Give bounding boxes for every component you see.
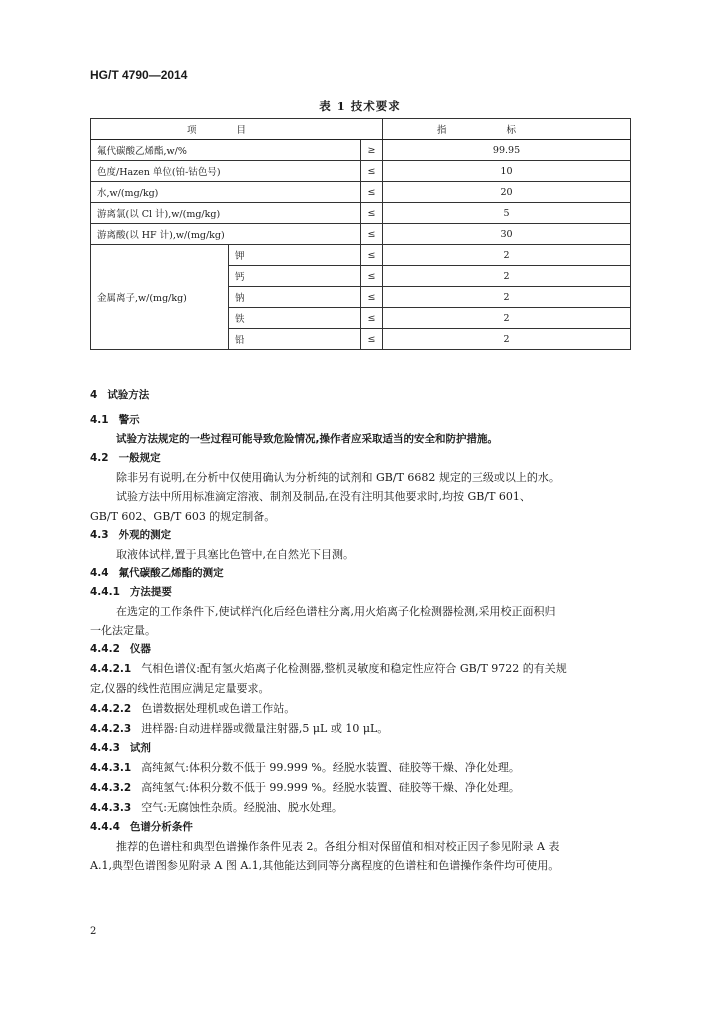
section-heading: [90, 739, 642, 758]
table-row: [91, 182, 631, 203]
row-item: 色度/Hazen 单位(铂-钴色号): [91, 161, 361, 182]
section-heading: [90, 411, 642, 430]
item-number: 4.4.2.3: [90, 722, 132, 735]
row-value: 99.95: [383, 140, 631, 161]
row-value: 2: [383, 266, 631, 287]
paragraph-line: 试验方法中所用标准滴定溶液、制剂及制品,在没有注明其他要求时,均按 GB/T 601、: [116, 490, 531, 504]
section-title: 试剂: [129, 741, 151, 754]
metal-name: 钾: [229, 245, 361, 266]
list-item: [90, 719, 642, 739]
paragraph-line: 在选定的工作条件下,使试样汽化后经色谱柱分离,用火焰离子化检测器检测,采用校正面积归: [116, 605, 556, 619]
row-value: 2: [383, 329, 631, 350]
row-value: 10: [383, 161, 631, 182]
section-number: 4.1: [90, 414, 109, 427]
row-operator: ≤: [361, 329, 383, 350]
paragraph-line: A.1,典型色谱图参见附录 A 图 A.1,其他能达到同等分离程度的色谱柱和色谱操作条件均可使用。: [90, 859, 560, 873]
row-operator: ≤: [361, 266, 383, 287]
section-number: 4.4.1: [90, 585, 120, 598]
section-heading: [90, 526, 642, 545]
list-item: [90, 758, 642, 778]
item-text: 空气:无腐蚀性杂质。经脱油、脱水处理。: [141, 800, 343, 814]
row-item: 游离酸(以 HF 计),w/(mg/kg): [91, 224, 361, 245]
item-text: 色谱数据处理机或色谱工作站。: [141, 701, 296, 715]
row-value: 30: [383, 224, 631, 245]
technical-requirements-table: [90, 118, 630, 350]
section-heading: [90, 386, 642, 405]
section-number: 4.3: [90, 528, 109, 541]
section-number: 4.4.2: [90, 643, 120, 656]
row-operator: ≤: [361, 203, 383, 224]
section-heading: [90, 583, 642, 602]
section-title: 氟代碳酸乙烯酯的测定: [118, 566, 224, 579]
section-number: 4.4.3: [90, 741, 120, 754]
page-number: 2: [90, 926, 97, 937]
row-operator: ≥: [361, 140, 383, 161]
section-title: 外观的测定: [118, 528, 172, 541]
list-item: [90, 699, 642, 719]
section-title: 色谱分析条件: [129, 821, 193, 834]
metal-name: 钙: [229, 266, 361, 287]
row-item: 水,w/(mg/kg): [91, 182, 361, 203]
metal-name: 钠: [229, 287, 361, 308]
row-value: 20: [383, 182, 631, 203]
row-operator: ≤: [361, 224, 383, 245]
section-number: 4.4.4: [90, 821, 120, 834]
row-value: 2: [383, 308, 631, 329]
table-row: [91, 224, 631, 245]
item-number: 4.4.3.3: [90, 801, 132, 814]
section-heading: [90, 640, 642, 659]
item-text: 气相色谱仪:配有氢火焰离子化检测器,整机灵敏度和稳定性应符合 GB/T 9722 的有关规: [141, 662, 567, 676]
section-title: 警示: [118, 414, 140, 427]
paragraph-line: 定,仪器的线性范围应满足定量要求。: [90, 682, 270, 696]
section-title: 仪器: [129, 643, 151, 656]
section-number: 4.2: [90, 452, 109, 465]
list-item: [90, 798, 642, 818]
section-heading: [90, 818, 642, 837]
table-row: [91, 245, 631, 266]
item-number: 4.4.3.1: [90, 761, 132, 774]
paragraph-line: 推荐的色谱柱和典型色谱操作条件见表 2。各组分相对保留值和相对校正因子参见附录 A 表: [116, 840, 560, 854]
table-title: 表 1 技术要求: [319, 99, 401, 113]
section-title: 方法提要: [129, 585, 172, 598]
row-operator: ≤: [361, 287, 383, 308]
paragraph-line: GB/T 602、GB/T 603 的规定制备。: [90, 509, 276, 523]
metal-name: 铅: [229, 329, 361, 350]
row-operator: ≤: [361, 308, 383, 329]
section-heading: [90, 449, 642, 468]
section-number: 4: [90, 389, 98, 401]
metal-ions-label: 金属离子,w/(mg/kg): [91, 245, 229, 350]
row-value: 5: [383, 203, 631, 224]
section-title: 试验方法: [107, 389, 150, 401]
row-operator: ≤: [361, 161, 383, 182]
item-number: 4.4.2.2: [90, 702, 132, 715]
paragraph: 除非另有说明,在分析中仅使用确认为分析纯的试剂和 GB/T 6682 规定的三级或以上的水。: [116, 471, 560, 485]
table-row: [91, 140, 631, 161]
row-item: 氟代碳酸乙烯酯,w/%: [91, 140, 361, 161]
document-code: HG/T 4790—2014: [90, 68, 188, 82]
header-indicator: 指标: [383, 119, 631, 140]
paragraph: 取液体试样,置于具塞比色管中,在自然光下目测。: [116, 547, 354, 561]
table-header-row: [91, 119, 631, 140]
section-heading: [90, 564, 642, 583]
list-item: [90, 778, 642, 798]
list-item: [90, 659, 642, 679]
row-value: 2: [383, 245, 631, 266]
document-body: [90, 386, 642, 875]
header-item: 项目: [91, 119, 383, 140]
table-row: [91, 203, 631, 224]
metal-name: 铁: [229, 308, 361, 329]
row-item: 游离氯(以 Cl 计),w/(mg/kg): [91, 203, 361, 224]
item-text: 高纯氮气:体积分数不低于 99.999 %。经脱水装置、硅胶等干燥、净化处理。: [141, 760, 520, 774]
warning-text: 试验方法规定的一些过程可能导致危险情况,操作者应采取适当的安全和防护措施。: [116, 433, 498, 446]
row-value: 2: [383, 287, 631, 308]
paragraph-line: 一化法定量。: [90, 624, 156, 638]
row-operator: ≤: [361, 182, 383, 203]
item-number: 4.4.2.1: [90, 663, 132, 676]
section-title: 一般规定: [118, 452, 161, 465]
item-text: 进样器:自动进样器或微量注射器,5 μL 或 10 μL。: [141, 721, 389, 735]
table-row: [91, 161, 631, 182]
section-number: 4.4: [90, 566, 109, 579]
item-number: 4.4.3.2: [90, 781, 132, 794]
item-text: 高纯氢气:体积分数不低于 99.999 %。经脱水装置、硅胶等干燥、净化处理。: [141, 780, 520, 794]
row-operator: ≤: [361, 245, 383, 266]
